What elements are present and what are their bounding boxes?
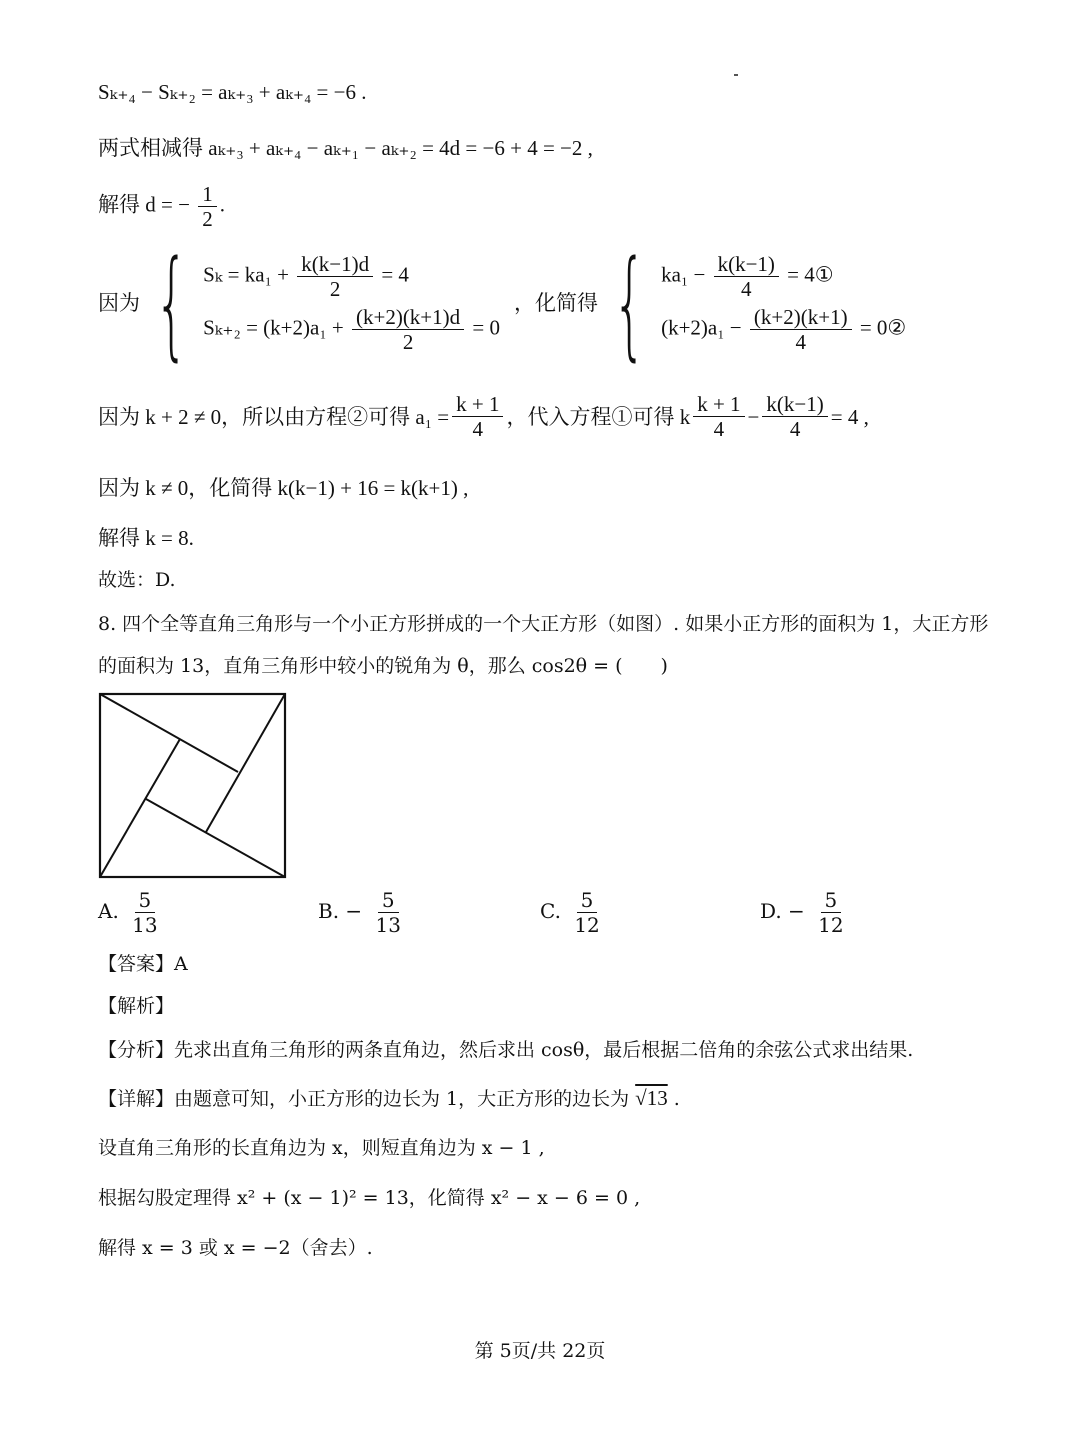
fraction-den: 2 bbox=[202, 207, 213, 231]
option-b[interactable] bbox=[318, 888, 408, 937]
sub-minus: − bbox=[747, 404, 760, 429]
pythagoras-line: 根据勾股定理得 x² + (x − 1)² = 13，化简得 x² − x − 6 = 0 , bbox=[98, 1187, 641, 1209]
option-c-num: 5 bbox=[577, 888, 598, 913]
eq2-right: = 0 bbox=[472, 315, 500, 340]
triangle-edge-4 bbox=[100, 739, 180, 877]
eq3-right: = 4① bbox=[787, 262, 834, 287]
system-1 bbox=[203, 252, 500, 354]
option-c-label: C. bbox=[540, 899, 561, 923]
eq1-right: = 4 bbox=[381, 262, 409, 287]
eq3-left: ka₁ − bbox=[661, 262, 706, 287]
system-2-eq-2 bbox=[661, 305, 906, 354]
eq2-den: 2 bbox=[402, 330, 414, 354]
solve-k-line: 解得 k = 8. bbox=[98, 526, 194, 550]
eq3-den: 4 bbox=[741, 277, 752, 301]
option-b-num: 5 bbox=[378, 888, 399, 913]
pinwheel-square-figure bbox=[98, 692, 288, 882]
system-line bbox=[98, 234, 1020, 372]
option-c[interactable] bbox=[540, 888, 607, 937]
option-b-fraction bbox=[372, 888, 405, 937]
question-8-line-1: 8. 四个全等直角三角形与一个小正方形拼成的一个大正方形（如图）. 如果小正方形的面积为 1，大正方形 bbox=[98, 613, 989, 635]
eq1-den: 2 bbox=[329, 277, 341, 301]
choice-line: 故选：D. bbox=[98, 569, 176, 591]
sub-fraction-2 bbox=[693, 392, 744, 441]
option-b-den: 13 bbox=[375, 913, 401, 937]
option-d-label: D. bbox=[760, 899, 782, 923]
solution-line: 解得 x = 3 或 x = −2（舍去）. bbox=[98, 1237, 373, 1259]
left-brace-1: { bbox=[154, 234, 189, 372]
sub-text-a: 因为 k + 2 ≠ 0，所以由方程②可得 a₁ = bbox=[98, 404, 450, 429]
outer-square bbox=[100, 694, 285, 877]
option-d-num: 5 bbox=[821, 888, 842, 913]
option-d-den: 12 bbox=[818, 913, 844, 937]
scan-speck bbox=[734, 74, 738, 76]
sub-num-3: k(k−1) bbox=[762, 392, 827, 417]
eq3-fraction bbox=[714, 252, 779, 301]
sub-fraction-1 bbox=[452, 392, 503, 441]
system-2-eq-1 bbox=[661, 252, 906, 301]
eq4-den: 4 bbox=[795, 330, 806, 354]
eq4-num: (k+2)(k+1) bbox=[750, 305, 852, 330]
sub-den-3: 4 bbox=[789, 417, 801, 441]
analysis-heading: 【解析】 bbox=[98, 995, 175, 1017]
solve-d-line: 解得 d = − $\frac{1}{2}$ . bbox=[98, 182, 225, 231]
detail-end: . bbox=[667, 1088, 680, 1110]
eq2-left: Sₖ₊₂ = (k+2)a₁ + bbox=[203, 315, 344, 340]
option-d-sign: − bbox=[788, 899, 805, 923]
triangle-edge-2 bbox=[206, 694, 285, 832]
option-c-den: 12 bbox=[574, 913, 600, 937]
option-d[interactable] bbox=[760, 888, 851, 937]
system-1-eq-2 bbox=[203, 305, 500, 354]
triangle-edge-1 bbox=[100, 694, 238, 772]
equation-line-1: Sₖ₊₄ − Sₖ₊₂ = aₖ₊₃ + aₖ₊₄ = −6 . bbox=[98, 80, 367, 104]
system-1-eq-1 bbox=[203, 252, 500, 301]
detail-line bbox=[98, 1084, 1020, 1113]
eq2-fraction bbox=[352, 305, 464, 354]
eq4-left: (k+2)a₁ − bbox=[661, 315, 742, 340]
sub-text-c: = 4 , bbox=[830, 404, 869, 429]
simplify-label: ，化简得 bbox=[514, 291, 598, 315]
analysis-summary: 【分析】先求出直角三角形的两条直角边，然后求出 cosθ，最后根据二倍角的余弦公式求出结果. bbox=[98, 1039, 914, 1061]
answer-line: 【答案】A bbox=[98, 953, 188, 975]
fraction-half bbox=[198, 182, 217, 231]
option-b-sign: − bbox=[345, 899, 363, 923]
option-a-label: A. bbox=[98, 899, 119, 923]
simplify-k-line: 因为 k ≠ 0，化简得 k(k−1) + 16 = k(k+1) , bbox=[98, 476, 469, 500]
left-brace-2: { bbox=[612, 234, 647, 372]
sub-text-b: ，代入方程①可得 k bbox=[506, 404, 691, 429]
page-footer: 第 5页/共 22页 bbox=[474, 1340, 606, 1362]
substitution-line bbox=[98, 392, 1020, 441]
eq1-left: Sₖ = ka₁ + bbox=[203, 262, 289, 287]
fraction-num: 1 bbox=[198, 182, 217, 207]
sub-den-1: 4 bbox=[472, 417, 484, 441]
eq3-num: k(k−1) bbox=[714, 252, 779, 277]
equation-line-2: 两式相减得 aₖ₊₃ + aₖ₊₄ − aₖ₊₁ − aₖ₊₂ = 4d = −6 + 4 = −2 , bbox=[98, 136, 593, 160]
option-a-num: 5 bbox=[135, 888, 156, 913]
sqrt-13: √13 bbox=[635, 1086, 668, 1110]
sub-den-2: 4 bbox=[713, 417, 725, 441]
sub-fraction-3 bbox=[762, 392, 827, 441]
because-label: 因为 bbox=[98, 291, 140, 315]
sub-num-2: k + 1 bbox=[693, 392, 744, 417]
triangle-edge-3 bbox=[146, 799, 285, 877]
eq4-fraction bbox=[750, 305, 852, 354]
eq1-fraction bbox=[297, 252, 373, 301]
option-a-den: 13 bbox=[132, 913, 158, 937]
option-a[interactable] bbox=[98, 888, 165, 937]
option-a-fraction bbox=[128, 888, 161, 937]
question-8-line-2: 的面积为 13，直角三角形中较小的锐角为 θ，那么 cos2θ = ( ) bbox=[98, 655, 668, 677]
eq2-num: (k+2)(k+1)d bbox=[352, 305, 464, 330]
option-d-fraction bbox=[814, 888, 847, 937]
detail-text: 【详解】由题意可知，小正方形的边长为 1，大正方形的边长为 bbox=[98, 1088, 636, 1110]
eq4-right: = 0② bbox=[859, 315, 907, 340]
option-c-fraction bbox=[570, 888, 603, 937]
setup-line: 设直角三角形的长直角边为 x，则短直角边为 x − 1 , bbox=[98, 1137, 545, 1159]
sub-num-1: k + 1 bbox=[452, 392, 503, 417]
option-b-label: B. bbox=[318, 899, 340, 923]
system-2 bbox=[661, 252, 906, 354]
solve-d-prefix: 解得 d = − bbox=[98, 192, 190, 217]
eq1-num: k(k−1)d bbox=[297, 252, 373, 277]
